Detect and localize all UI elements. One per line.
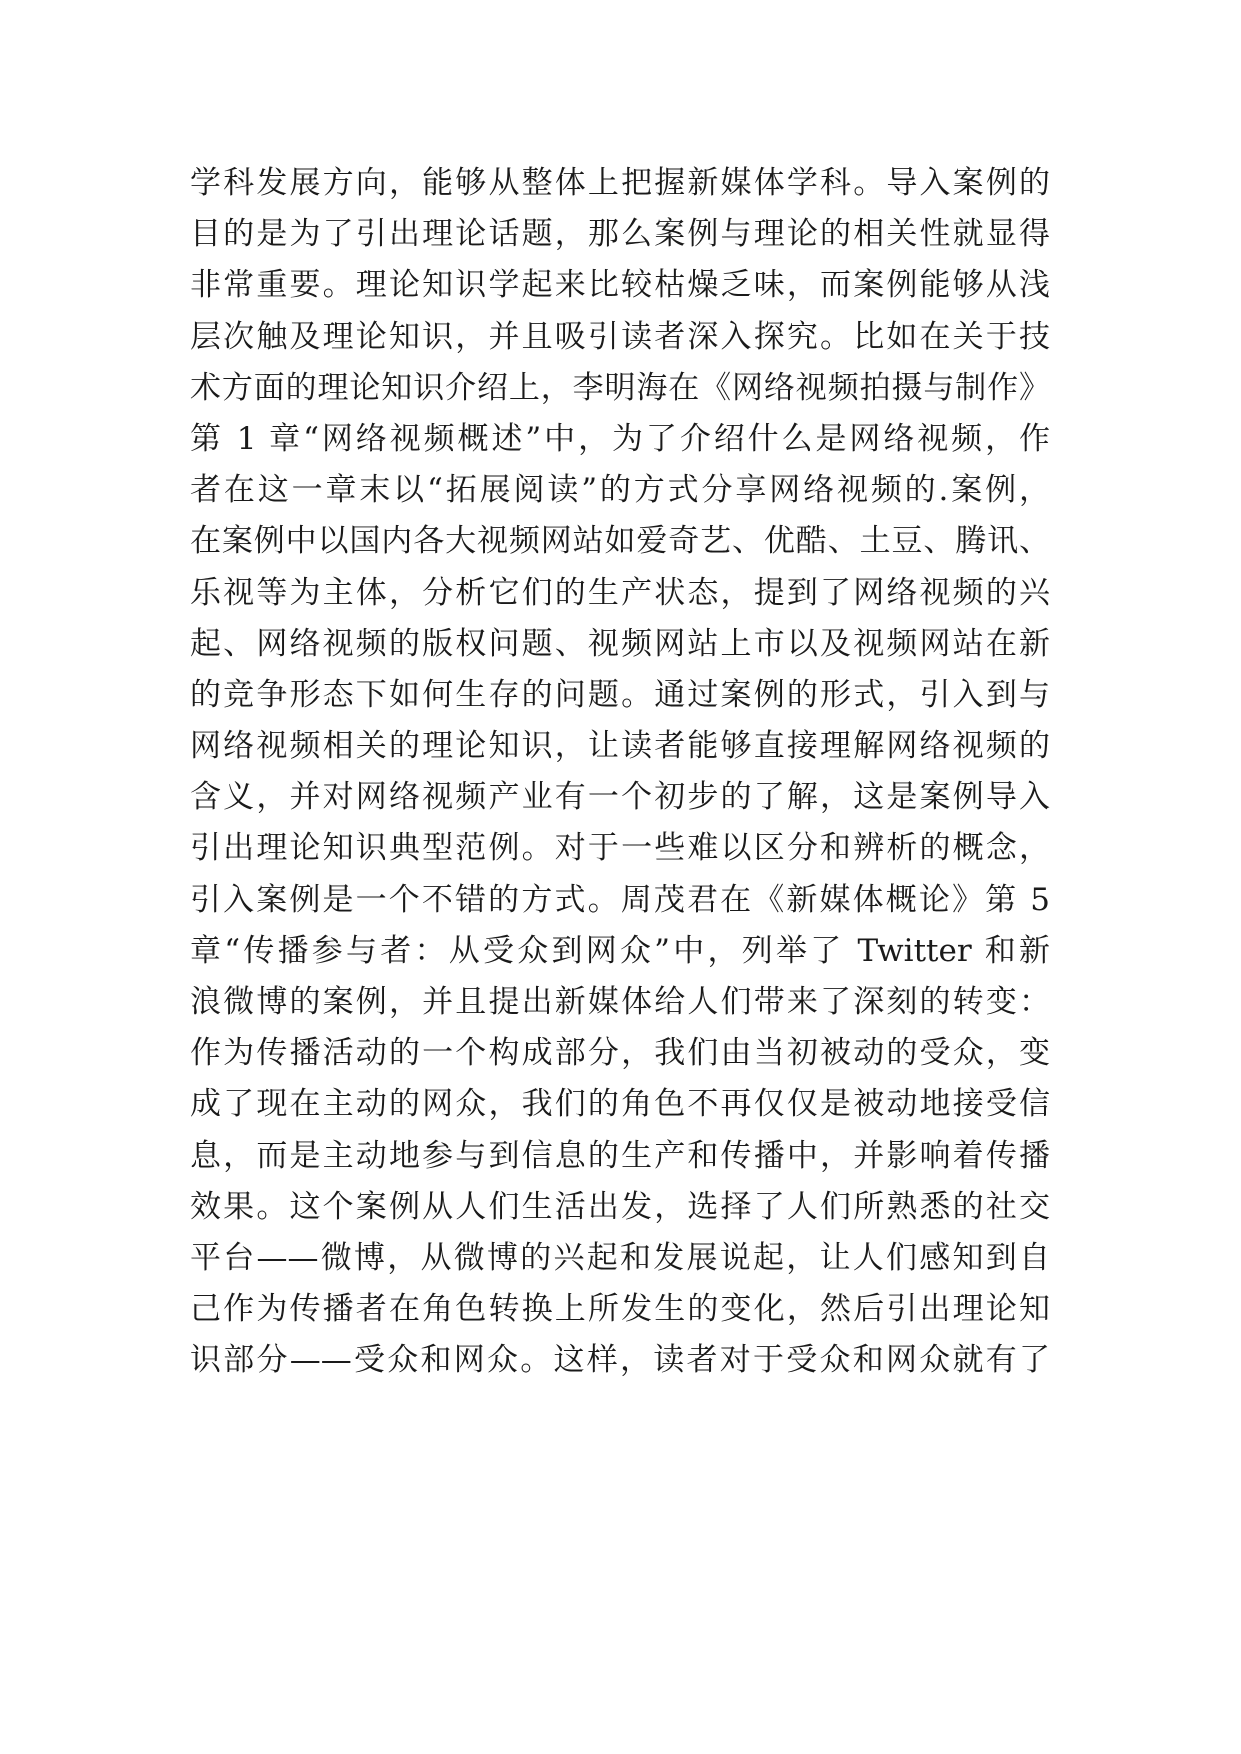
text-line: 引入案例是一个不错的方式。周茂君在《新媒体概论》第 5	[190, 881, 1050, 918]
text-line: 息，而是主动地参与到信息的生产和传播中，并影响着传播	[190, 1137, 1050, 1174]
text-line: 目的是为了引出理论话题，那么案例与理论的相关性就显得	[190, 216, 1050, 253]
text-line: 起、网络视频的版权问题、视频网站上市以及视频网站在新	[190, 625, 1050, 662]
text-line: 第 1 章“网络视频概述”中，为了介绍什么是网络视频，作	[190, 420, 1050, 457]
text-line: 己作为传播者在角色转换上所发生的变化，然后引出理论知	[190, 1291, 1050, 1328]
text-line: 平台——微博，从微博的兴起和发展说起，让人们感知到自	[190, 1239, 1050, 1276]
text-line: 学科发展方向，能够从整体上把握新媒体学科。导入案例的	[190, 165, 1050, 201]
text-line: 术方面的理论知识介绍上，李明海在《网络视频拍摄与制作》	[190, 369, 1050, 406]
text-line: 引出理论知识典型范例。对于一些难以区分和辨析的概念，	[190, 830, 1050, 867]
text-line: 非常重要。理论知识学起来比较枯燥乏味，而案例能够从浅	[190, 267, 1050, 304]
text-line: 成了现在主动的网众，我们的角色不再仅仅是被动地接受信	[190, 1086, 1050, 1123]
text-line: 的竞争形态下如何生存的问题。通过案例的形式，引入到与	[190, 676, 1050, 713]
text-line: 网络视频相关的理论知识，让读者能够直接理解网络视频的	[190, 728, 1050, 765]
text-line: 乐视等为主体，分析它们的生产状态，提到了网络视频的兴	[190, 574, 1050, 611]
text-line: 者在这一章末以“拓展阅读”的方式分享网络视频的.案例，	[190, 472, 1050, 509]
text-line: 识部分——受众和网众。这样，读者对于受众和网众就有了	[190, 1342, 1050, 1379]
text-line: 含义，并对网络视频产业有一个初步的了解，这是案例导入	[190, 779, 1050, 816]
text-line: 作为传播活动的一个构成部分，我们由当初被动的受众，变	[190, 1035, 1050, 1072]
text-line: 在案例中以国内各大视频网站如爱奇艺、优酷、土豆、腾讯、	[190, 523, 1050, 560]
text-line: 浪微博的案例，并且提出新媒体给人们带来了深刻的转变：	[190, 984, 1050, 1020]
text-line: 效果。这个案例从人们生活出发，选择了人们所熟悉的社交	[190, 1188, 1050, 1225]
text-line: 层次触及理论知识，并且吸引读者深入探究。比如在关于技	[190, 318, 1050, 355]
text-line: 章“传播参与者：从受众到网众”中，列举了 Twitter 和新	[190, 932, 1050, 969]
body-text	[190, 158, 1050, 1387]
